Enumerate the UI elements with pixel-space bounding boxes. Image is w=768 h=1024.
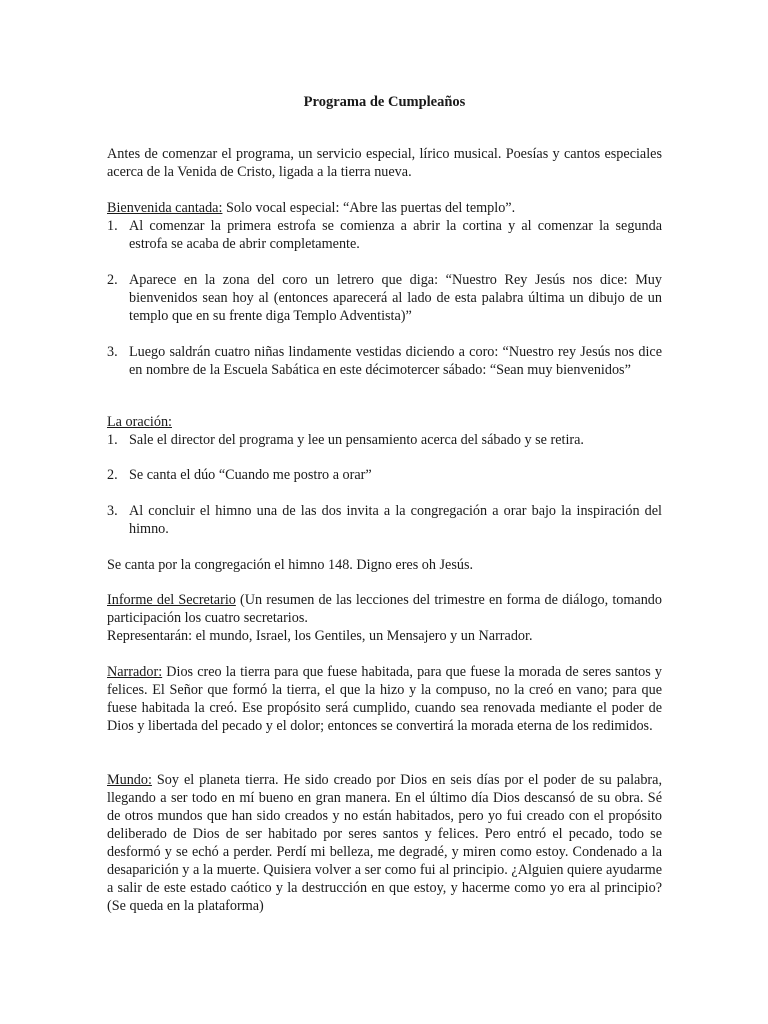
bienvenida-text: Solo vocal especial: “Abre las puertas del templo”. <box>222 200 516 216</box>
list-item <box>107 431 662 449</box>
informe-paragraph <box>107 591 662 645</box>
narrador-text: Dios creo la tierra para que fuese habitada, para que fuese la morada de seres santos y felices. El Señor que formó la tierra, el que la hizo y la compuso, no la creó en vano; para que fuese habitada la creó. Ese propósito será cumplido, cuando sea renovada mediante el poder de Dios y libertada del pecado y el dolor; entonces se convertirá la morada eterna de los redimidos. <box>107 664 662 734</box>
mundo-paragraph <box>107 771 662 915</box>
list-text: Luego saldrán cuatro niñas lindamente vestidas diciendo a coro: “Nuestro rey Jesús nos dice en nombre de la Escuela Sabática en este décimotercer sábado: “Sean muy bienvenidos” <box>129 344 662 378</box>
mundo-text: Soy el planeta tierra. He sido creado por Dios en seis días por el poder de su palabra, llegando a ser todo en mí bueno en gran manera. En el último día Dios descansó de su obra. Sé de otros mundos que han sido creados y no están habitados, pero yo fui creado con el propósito deliberado de Dios de ser habitado por seres santos y felices. Pero entró el pecado, todo se desformó y se echó a perder. Perdí mi belleza, me degradé, y miren como estoy. Condenado a la desaparición y a la muerte. Quisiera volver a ser como fui al principio. ¿Alguien quiere ayudarme a salir de este estado caótico y la destrucción en que estoy, y hacerme como yo era al principio? (Se queda en la plataforma) <box>107 772 662 914</box>
list-item <box>107 343 662 379</box>
list-text: Al concluir el himno una de las dos invita a la congregación a orar bajo la inspiración del himno. <box>129 503 662 537</box>
list-number: 3. <box>107 503 118 519</box>
list-number: 3. <box>107 344 118 360</box>
himno-paragraph: Se canta por la congregación el himno 148. Digno eres oh Jesús. <box>107 557 474 573</box>
oracion-line <box>107 413 662 431</box>
bienvenida-line <box>107 199 662 217</box>
list-item <box>107 217 662 253</box>
informe-heading: Informe del Secretario <box>107 592 236 608</box>
list-number: 1. <box>107 432 118 448</box>
list-text: Se canta el dúo “Cuando me postro a orar” <box>129 467 372 483</box>
list-number: 2. <box>107 467 118 483</box>
list-text: Sale el director del programa y lee un pensamiento acerca del sábado y se retira. <box>129 432 584 448</box>
list-item <box>107 466 662 484</box>
list-item <box>107 502 662 538</box>
narrador-heading: Narrador: <box>107 664 163 680</box>
list-number: 1. <box>107 218 118 234</box>
informe-line2: Representarán: el mundo, Israel, los Gentiles, un Mensajero y un Narrador. <box>107 628 533 644</box>
mundo-heading: Mundo: <box>107 772 152 788</box>
list-text: Aparece en la zona del coro un letrero que diga: “Nuestro Rey Jesús nos dice: Muy bienvenidos sean hoy al (entonces aparecerá al lado de esta palabra última un dibujo de un templo que en su frente diga Templo Adventista)” <box>129 272 662 324</box>
bienvenida-heading: Bienvenida cantada: <box>107 200 223 216</box>
informe-text: (Un resumen de las lecciones del trimestre en forma de diálogo, tomando participación los cuatro secretarios. <box>107 592 662 626</box>
list-number: 2. <box>107 272 118 288</box>
page-title: Programa de Cumpleaños <box>303 94 466 110</box>
oracion-heading: La oración: <box>107 414 172 430</box>
list-item <box>107 271 662 325</box>
narrador-paragraph <box>107 663 662 735</box>
list-text: Al comenzar la primera estrofa se comienza a abrir la cortina y al comenzar la segunda estrofa se acaba de abrir completamente. <box>129 218 662 252</box>
intro-paragraph: Antes de comenzar el programa, un servicio especial, lírico musical. Poesías y cantos especiales acerca de la Venida de Cristo, ligada a la tierra nueva. <box>107 146 662 180</box>
